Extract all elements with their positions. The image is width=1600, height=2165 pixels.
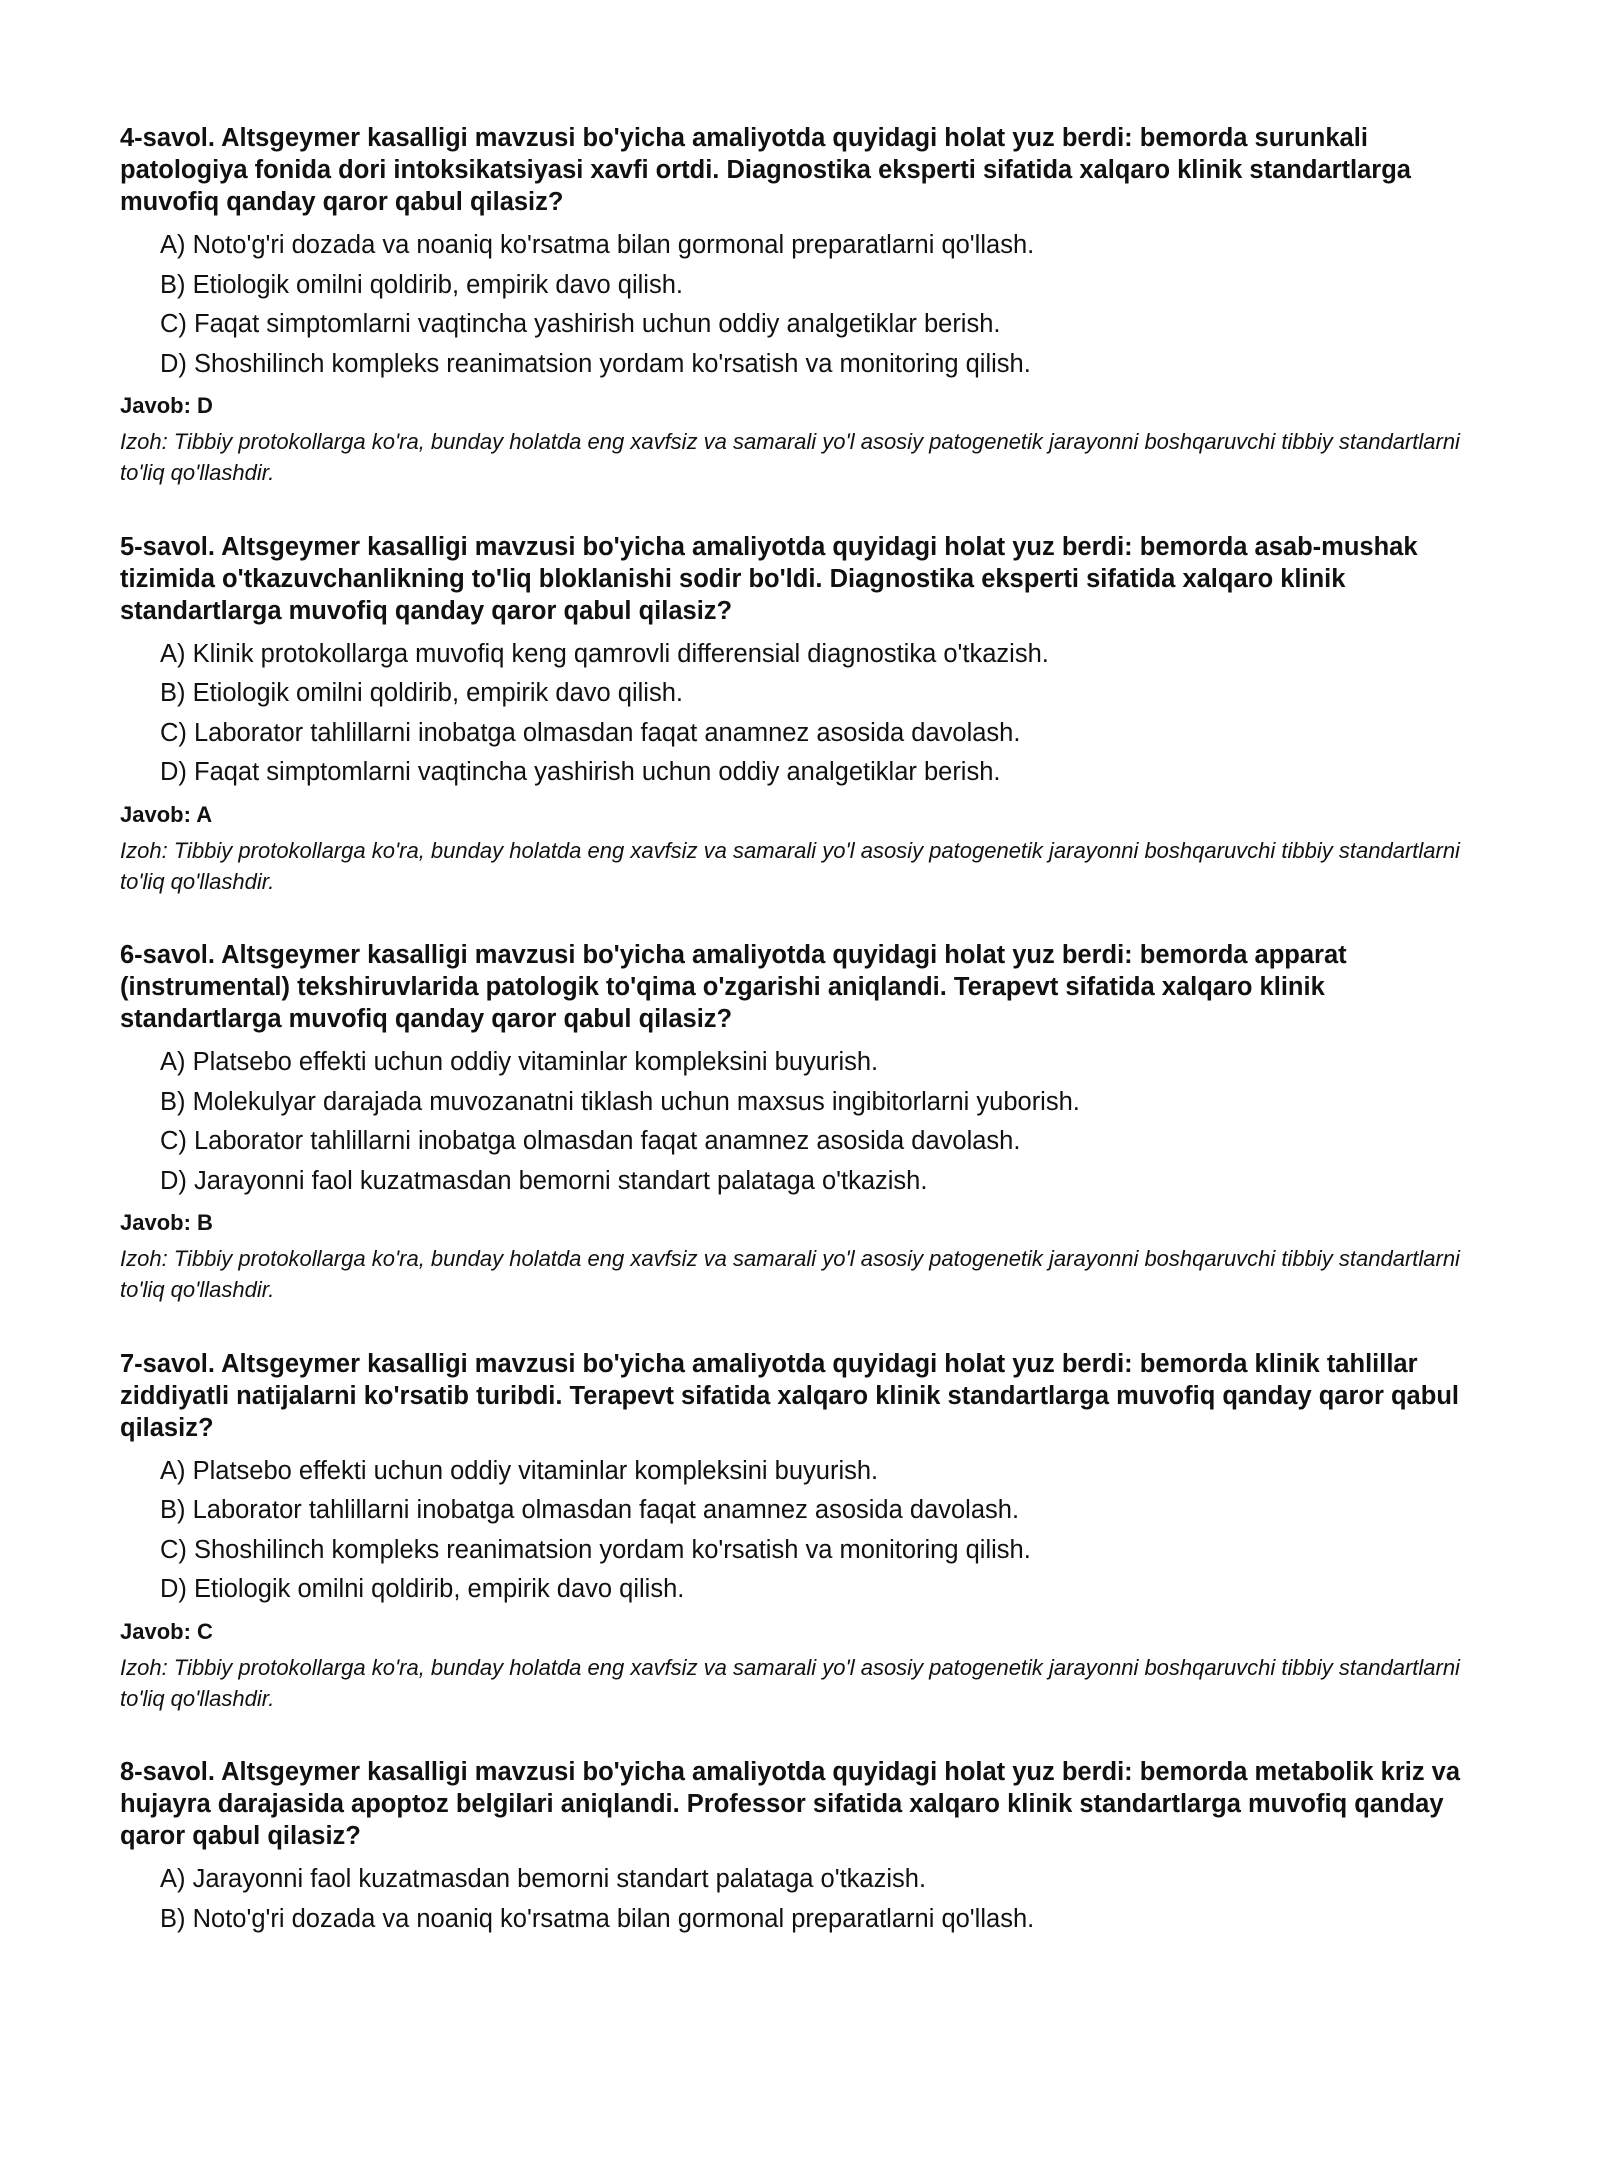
- answer-text: Javob: D: [120, 393, 213, 418]
- option-b: B) Laborator tahlillarni inobatga olmasdan faqat anamnez asosida davolash.: [160, 1496, 1020, 1524]
- options-list: [120, 635, 1490, 793]
- option-d: D) Etiologik omilni qoldirib, empirik davo qilish.: [160, 1575, 685, 1603]
- option-c: C) Laborator tahlillarni inobatga olmasdan faqat anamnez asosida davolash.: [160, 1127, 1021, 1155]
- explanation-text: Izoh: Tibbiy protokollarga ko'ra, bunday holatda eng xavfsiz va samarali yo'l asosiy patogenetik jarayonni boshqaruvchi tibbiy standartlarni to'liq qo'llashdir.: [120, 1246, 1460, 1302]
- question-text: 7-savol. Altsgeymer kasalligi mavzusi bo'yicha amaliyotda quyidagi holat yuz berdi: bemorda klinik tahlillar ziddiyatli natijalarni ko'rsatib turibdi. Terapevt sifatida xalqaro klinik standartlarga muvofiq qanday qaror qabul qilasiz?: [120, 1349, 1459, 1442]
- option-c: C) Faqat simptomlarni vaqtincha yashirish uchun oddiy analgetiklar berish.: [160, 310, 1001, 338]
- options-list: [120, 1860, 1490, 1939]
- option-c: C) Shoshilinch kompleks reanimatsion yordam ko'rsatish va monitoring qilish.: [160, 1535, 1031, 1564]
- options-list: [120, 1452, 1490, 1610]
- question-block: [120, 531, 1490, 940]
- options-list: [120, 1043, 1490, 1201]
- answer-text: Javob: B: [120, 1210, 213, 1235]
- explanation-text: Izoh: Tibbiy protokollarga ko'ra, bunday holatda eng xavfsiz va samarali yo'l asosiy patogenetik jarayonni boshqaruvchi tibbiy standartlarni to'liq qo'llashdir.: [120, 837, 1460, 894]
- option-b: B) Etiologik omilni qoldirib, empirik davo qilish.: [160, 270, 683, 299]
- options-list: [120, 226, 1490, 384]
- document-page: [120, 122, 1490, 2165]
- option-d: D) Faqat simptomlarni vaqtincha yashirish uchun oddiy analgetiklar berish.: [160, 758, 1001, 786]
- question-block: [120, 1348, 1490, 1757]
- explanation-text: Izoh: Tibbiy protokollarga ko'ra, bunday holatda eng xavfsiz va samarali yo'l asosiy patogenetik jarayonni boshqaruvchi tibbiy standartlarni to'liq qo'llashdir.: [120, 429, 1460, 485]
- option-c: C) Laborator tahlillarni inobatga olmasdan faqat anamnez asosida davolash.: [160, 718, 1021, 747]
- option-a: A) Noto'g'ri dozada va noaniq ko'rsatma bilan gormonal preparatlarni qo'llash.: [160, 231, 1035, 259]
- question-text: 8-savol. Altsgeymer kasalligi mavzusi bo'yicha amaliyotda quyidagi holat yuz berdi: bemorda metabolik kriz va hujayra darajasida apoptoz belgilari aniqlandi. Professor sifatida xalqaro klinik standartlarga muvofiq qanday qaror qabul qilasiz?: [120, 1758, 1461, 1850]
- option-a: A) Klinik protokollarga muvofiq keng qamrovli differensial diagnostika o'tkazish.: [160, 639, 1049, 668]
- option-b: B) Etiologik omilni qoldirib, empirik davo qilish.: [160, 679, 683, 707]
- answer-text: Javob: C: [120, 1618, 213, 1644]
- explanation-text: Izoh: Tibbiy protokollarga ko'ra, bunday holatda eng xavfsiz va samarali yo'l asosiy patogenetik jarayonni boshqaruvchi tibbiy standartlarni to'liq qo'llashdir.: [120, 1654, 1460, 1711]
- option-d: D) Jarayonni faol kuzatmasdan bemorni standart palataga o'tkazish.: [160, 1166, 928, 1195]
- option-d: D) Shoshilinch kompleks reanimatsion yordam ko'rsatish va monitoring qilish.: [160, 349, 1031, 378]
- question-text: 5-savol. Altsgeymer kasalligi mavzusi bo'yicha amaliyotda quyidagi holat yuz berdi: bemorda asab-mushak tizimida o'tkazuvchanlikning to'liq bloklanishi sodir bo'ldi. Diagnostika eksperti sifatida xalqaro klinik standartlarga muvofiq qanday qaror qabul qilasiz?: [120, 532, 1418, 625]
- option-b: B) Noto'g'ri dozada va noaniq ko'rsatma bilan gormonal preparatlarni qo'llash.: [160, 1904, 1035, 1933]
- option-a: A) Jarayonni faol kuzatmasdan bemorni standart palataga o'tkazish.: [160, 1865, 927, 1893]
- answer-text: Javob: A: [120, 801, 213, 827]
- option-a: A) Platsebo effekti uchun oddiy vitaminlar kompleksini buyurish.: [160, 1048, 879, 1076]
- question-text: 6-savol. Altsgeymer kasalligi mavzusi bo'yicha amaliyotda quyidagi holat yuz berdi: bemorda apparat (instrumental) tekshiruvlarida patologik to'qima o'zgarishi aniqlandi. Terapevt sifatida xalqaro klinik standartlarga muvofiq qanday qaror qabul qilasiz?: [120, 941, 1347, 1033]
- question-block: [120, 1756, 1490, 2165]
- question-text: 4-savol. Altsgeymer kasalligi mavzusi bo'yicha amaliyotda quyidagi holat yuz berdi: bemorda surunkali patologiya fonida dori intoksikatsiyasi xavfi ortdi. Diagnostika eksperti sifatida xalqaro klinik standartlarga muvofiq qanday qaror qabul qilasiz?: [120, 124, 1411, 216]
- option-b: B) Molekulyar darajada muvozanatni tiklash uchun maxsus ingibitorlarni yuborish.: [160, 1087, 1080, 1116]
- question-block: [120, 122, 1490, 531]
- question-block: [120, 939, 1490, 1348]
- option-a: A) Platsebo effekti uchun oddiy vitaminlar kompleksini buyurish.: [160, 1456, 879, 1485]
